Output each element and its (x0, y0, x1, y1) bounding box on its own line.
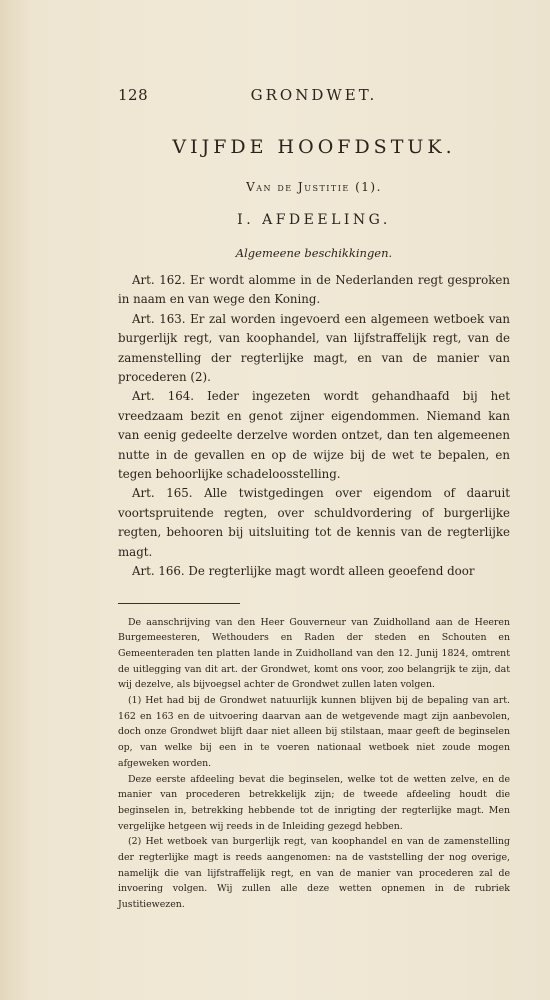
subtitle: Algemeene beschikkingen. (235, 246, 393, 260)
footnote-divider (118, 603, 240, 604)
section-title: Van de Justitie (1). (246, 180, 382, 194)
article-166: Art. 166. De regterlijke magt wordt alleen geoefend door (132, 564, 475, 579)
page-content (118, 86, 510, 913)
footnote-2: (2) Het wetboek van burgerlijk regt, van koophandel en van de zamenstelling der regterlijke magt is reeds aangenomen: na de vaststelling der nog overige, namelijk die van lijfstraffelijk regt, en van de manier van procederen zal de invoering volgen. Wij zullen alle deze wetten opnemen in de rubriek Justitiewezen. (118, 836, 510, 911)
article-162: Art. 162. Er wordt alomme in de Nederlanden regt gesproken in naam en van wege den Koning. (118, 273, 510, 307)
chapter-title: VIJFDE HOOFDSTUK. (172, 136, 456, 158)
footnotes (118, 615, 510, 913)
article-164: Art. 164. Ieder ingezeten wordt gehandhaafd bij het vreedzaam bezit en genot zijner eigendommen. Niemand kan van eenig gedeelte derzelve worden ontzet, dan ten algemeenen nutte in de gevallen en op de wijze bij de wet te bepalen, en tegen behoorlijke schadeloosstelling. (118, 389, 510, 482)
footnote-intro: De aanschrijving van den Heer Gouverneur van Zuidholland aan de Heeren Burgemeesteren, Wethouders en Raden der steden en Schouten en Gemeenteraden ten platten lande in Zuidholland van den 12. Junij 1824, omtrent de uitlegging van dit art. der Grondwet, komt ons voor, zoo belangrijk te zijn, dat wij dezelve, als bijvoegsel achter de Grondwet zullen laten volgen. (118, 616, 510, 691)
article-163: Art. 163. Er zal worden ingevoerd een algemeen wetboek van burgerlijk regt, van koophandel, van lijfstraffelijk regt, van de zamenstelling der regterlijke magt, en van de manier van procederen (2). (118, 311, 510, 385)
running-title: GRONDWET. (250, 86, 378, 104)
footnote-1-continued: Deze eerste afdeeling bevat die beginselen, welke tot de wetten zelve, en de manier van procederen betrekkelijk zijn; de tweede afdeeling houdt die beginselen in, betrekking hebbende tot de inrigting der regterlijke magt. Men vergelijke hetgeen wij reeds in de Inleiding gezegd hebben. (118, 773, 510, 832)
division-title: I. AFDEELING. (237, 212, 391, 228)
article-165: Art. 165. Alle twistgedingen over eigendom of daaruit voortspruitende regten, over schuldvordering of burgerlijke regten, behooren bij uitsluiting tot de kennis van de regterlijke magt. (118, 486, 510, 559)
running-head (118, 86, 510, 110)
footnote-1: (1) Het had bij de Grondwet natuurlijk kunnen blijven bij de bepaling van art. 162 en 163 en de uitvoering daarvan aan de wetgevende magt zijn aanbevolen, doch onze Grondwet blijft daar niet alleen bij stilstaan, maar geeft de beginselen op, van welke bij een in te voeren nationaal wetboek niet zoude mogen afgeweken worden. (118, 695, 510, 769)
page-number: 128 (118, 86, 149, 104)
body-text (118, 271, 510, 582)
